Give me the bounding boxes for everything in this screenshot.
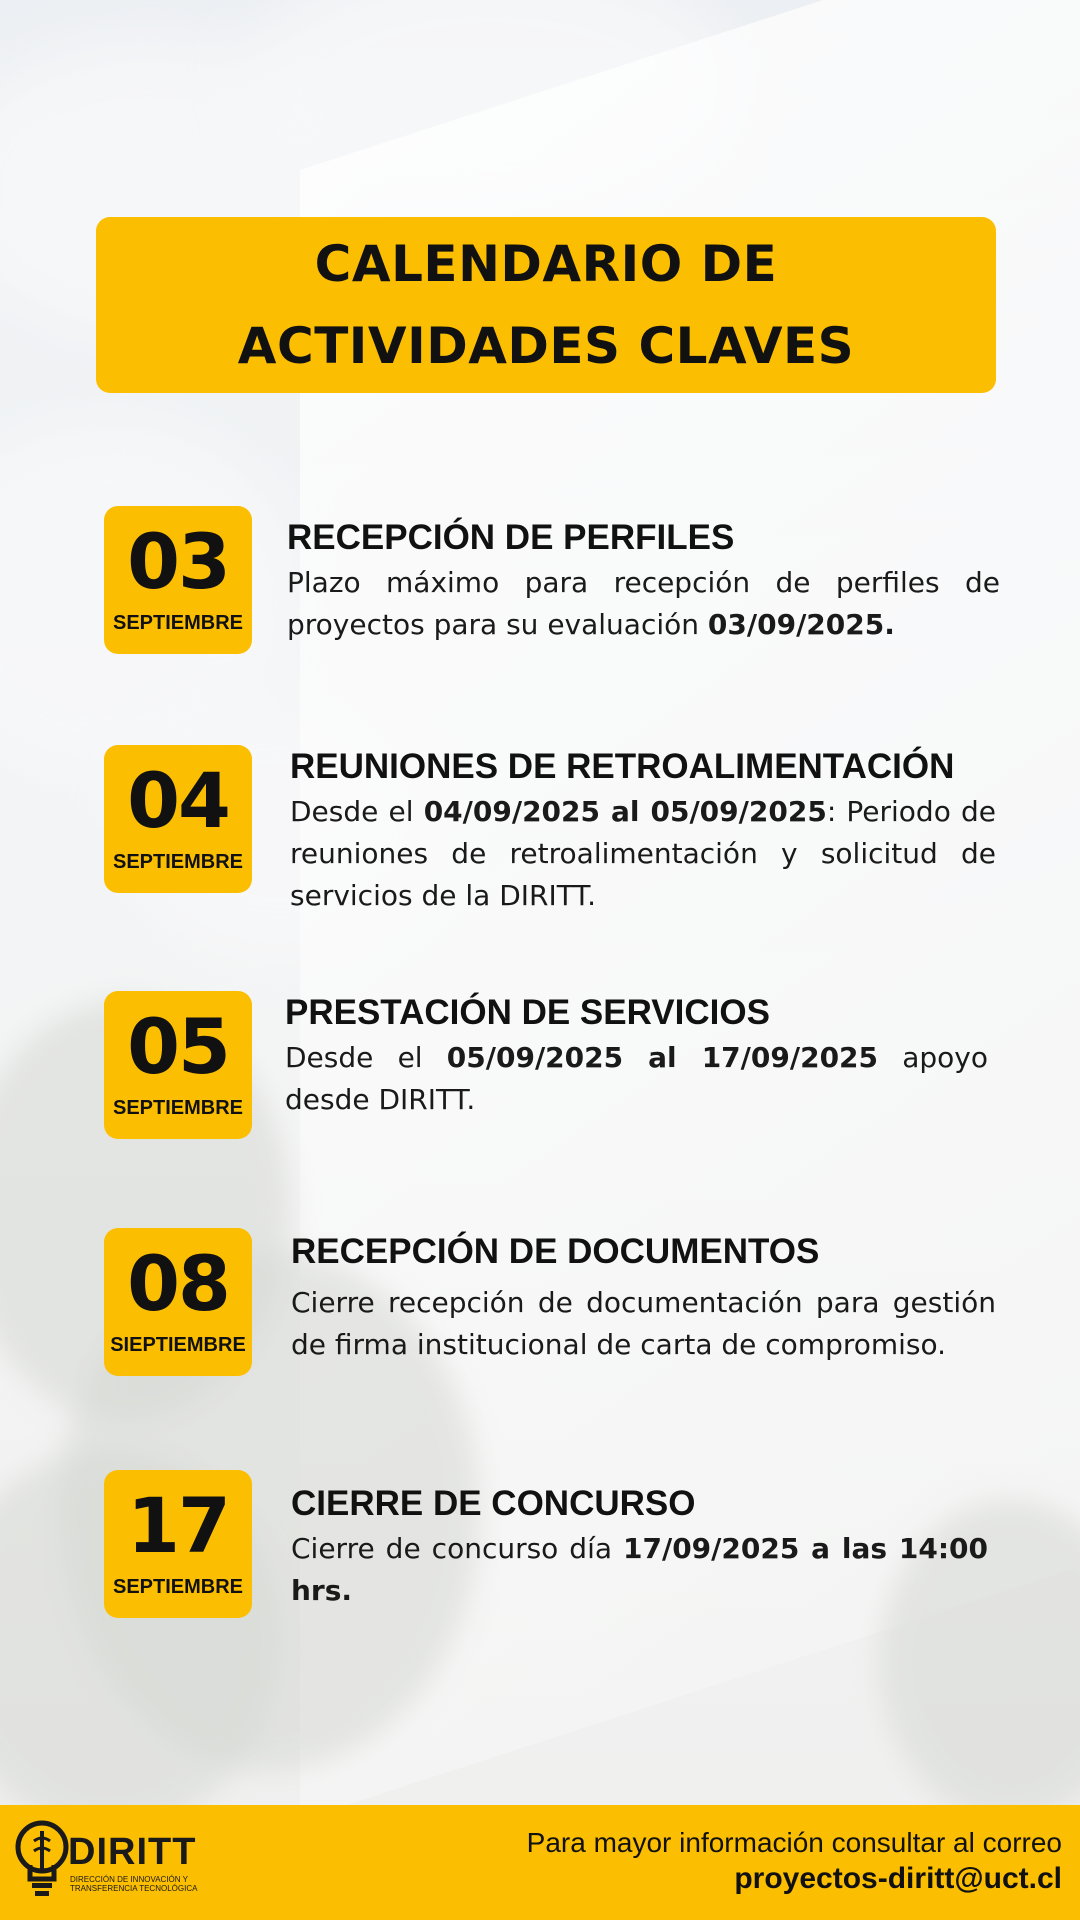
- date-month: SEPTIEMBRE: [112, 851, 244, 873]
- date-badge: [104, 991, 252, 1139]
- date-badge: [104, 1228, 252, 1376]
- date-badge: [104, 1470, 252, 1618]
- logo-subtitle: DIRECCIÓN DE INNOVACIÓN Y TRANSFERENCIA TECNOLÓGICA: [70, 1875, 198, 1893]
- date-badge: [104, 745, 252, 893]
- contact-text: Para mayor información consultar al correo: [526, 1827, 1062, 1858]
- date-month: SEPTIEMBRE: [112, 612, 244, 634]
- event-title: REUNIONES DE RETROALIMENTACIÓN: [290, 747, 955, 786]
- event-title: PRESTACIÓN DE SERVICIOS: [285, 993, 770, 1032]
- diritt-logo: [14, 1817, 214, 1909]
- date-month: SEPTIEMBRE: [112, 1576, 244, 1598]
- contact-email-link[interactable]: proyectos-diritt@uct.cl: [734, 1862, 1062, 1895]
- contact-info: [527, 1825, 1062, 1897]
- date-month: SIEPTIEMBRE: [110, 1334, 246, 1356]
- date-day: 04: [127, 756, 229, 845]
- event-description: Cierre de concurso día 17/09/2025 a las 14:00 hrs.: [291, 1532, 988, 1607]
- date-day: 03: [127, 517, 229, 606]
- page-title-line-1: CALENDARIO DE: [314, 235, 778, 293]
- event-title: CIERRE DE CONCURSO: [291, 1484, 696, 1523]
- date-day: 08: [127, 1239, 229, 1328]
- date-day: 17: [127, 1481, 229, 1570]
- event-description: Desde el 04/09/2025 al 05/09/2025: Periodo de reuniones de retroalimentación y solicitud de servicios de la DIRITT.: [290, 795, 996, 912]
- event-description: Desde el 05/09/2025 al 17/09/2025 apoyo desde DIRITT.: [285, 1041, 988, 1116]
- footer-bar: [0, 1805, 1080, 1920]
- title-banner: [96, 217, 996, 393]
- event-description: Cierre recepción de documentación para gestión de firma institucional de carta de compromiso.: [291, 1286, 996, 1361]
- page-title-line-2: ACTIVIDADES CLAVES: [237, 317, 855, 375]
- date-day: 05: [127, 1002, 229, 1091]
- event-description: Plazo máximo para recepción de perfiles de proyectos para su evaluación 03/09/2025.: [287, 566, 1000, 641]
- date-badge: [104, 506, 252, 654]
- logo-wordmark: DIRITT: [68, 1831, 197, 1873]
- event-title: RECEPCIÓN DE PERFILES: [287, 518, 735, 557]
- event-title: RECEPCIÓN DE DOCUMENTOS: [291, 1232, 820, 1271]
- date-month: SEPTIEMBRE: [112, 1097, 244, 1119]
- lightbulb-logo-icon: [14, 1817, 70, 1909]
